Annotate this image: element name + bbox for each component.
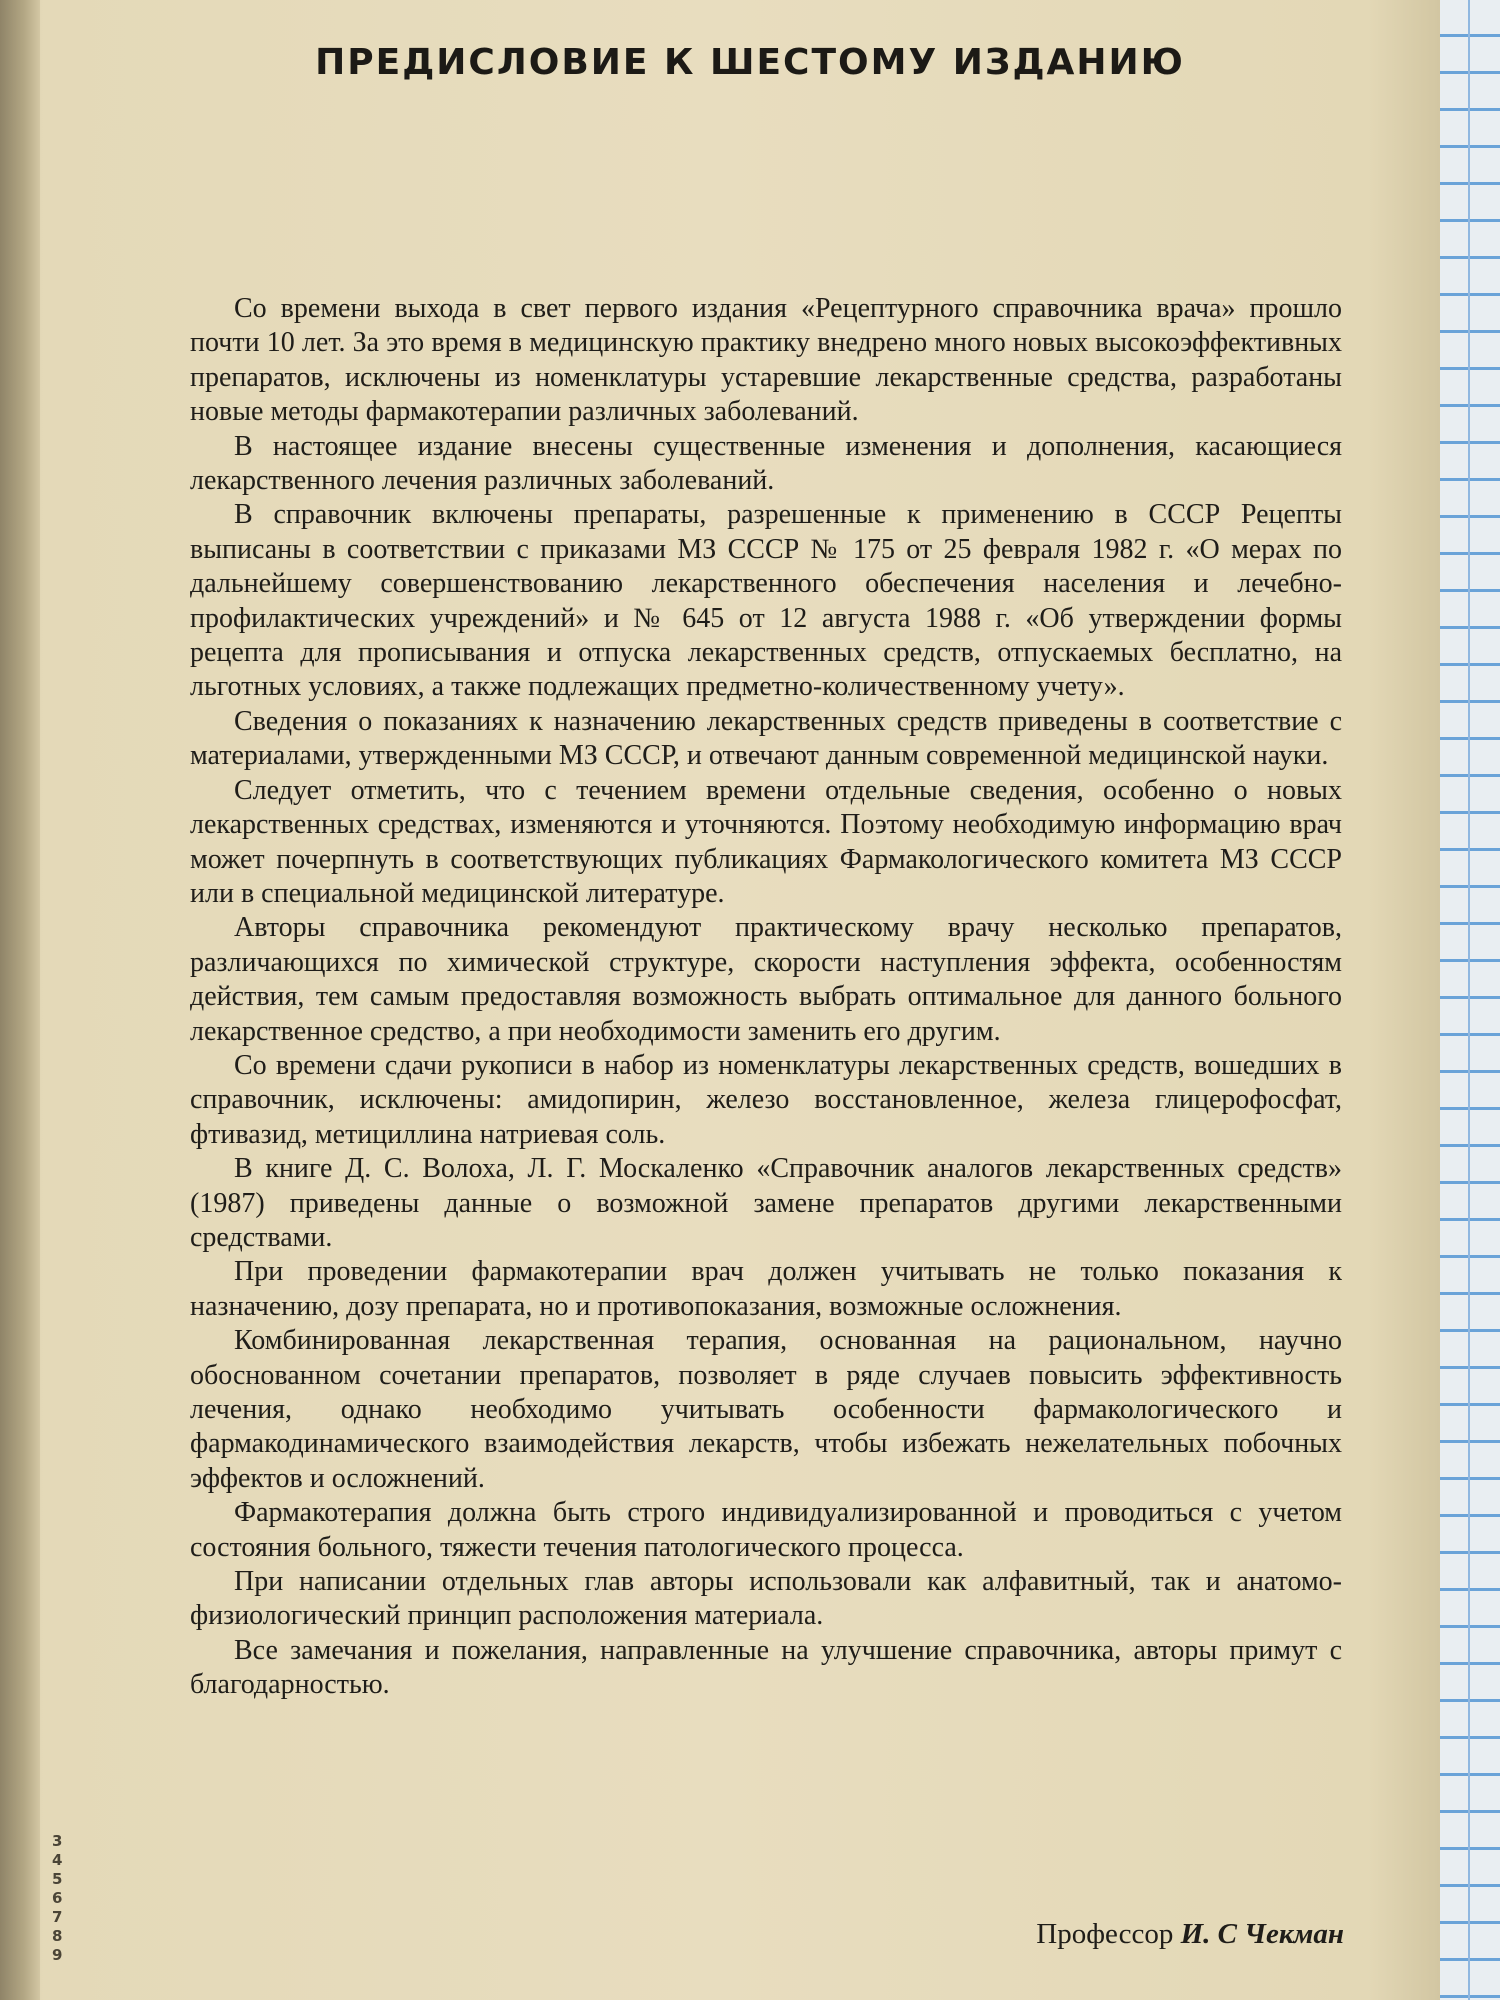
paragraph: В книге Д. С. Волоха, Л. Г. Москаленко «Справочник аналогов лекарственных средств» (1987) приведены данные о возможной замене препаратов другими лекарственными средствами.	[190, 1153, 1342, 1253]
print-number: 7	[52, 1908, 63, 1926]
signature-role: Профессор	[1036, 1918, 1174, 1950]
print-number: 6	[52, 1889, 63, 1907]
paragraph: Фармакотерапия должна быть строго индивидуализированной и проводиться с учетом состояния больного, тяжести течения патологического процесса.	[190, 1497, 1342, 1563]
print-run-numbers	[52, 1832, 76, 1965]
paragraph: Со времени выхода в свет первого издания «Рецептурного справочника врача» прошло почти 10 лет. За это время в медицинскую практику внедрено много новых высокоэффективных препаратов, исключены из номенклатуры устаревшие лекарственные средства, разработаны новые методы фармакотерапии различных заболеваний.	[190, 293, 1342, 428]
preface-body	[190, 292, 1342, 1703]
paragraph: В справочник включены препараты, разрешенные к применению в СССР Рецепты выписаны в соответствии с приказами МЗ СССР № 175 от 25 февраля 1982 г. «О мерах по дальнейшему совершенствованию лекарственного обеспечения населения и лечебно-профилактических учреждений» и № 645 от 12 августа 1988 г. «Об утверждении формы рецепта для прописывания и отпуска лекарственных средств, отпускаемых бесплатно, на льготных условиях, а также подлежащих предметно-количественному учету».	[190, 499, 1342, 703]
page-title: ПРЕДИСЛОВИЕ К ШЕСТОМУ ИЗДАНИЮ	[315, 42, 1185, 83]
paragraph: Со времени сдачи рукописи в набор из номенклатуры лекарственных средств, вошедших в справочник, исключены: амидопирин, железо восстановленное, железа глицерофосфат, фтивазид, метициллина натриевая соль.	[190, 1049, 1342, 1150]
paragraph: При проведении фармакотерапии врач должен учитывать не только показания к назначению, дозу препарата, но и противопоказания, возможные осложнения.	[190, 1256, 1342, 1322]
notebook-paper-edge	[1440, 0, 1500, 2000]
paragraph: Авторы справочника рекомендуют практическому врачу несколько препаратов, различающихся по химической структуре, скорости наступления эффекта, особенностям действия, тем самым предоставляя возможность выбрать оптимальное для данного больного лекарственное средство, а при необходимости заменить его другим.	[190, 912, 1342, 1047]
paragraph: Следует отметить, что с течением времени отдельные сведения, особенно о новых лекарственных средствах, изменяются и уточняются. Поэтому необходимую информацию врач может почерпнуть в соответствующих публикациях Фармакологического комитета МЗ СССР или в специальной медицинской литературе.	[190, 774, 1342, 909]
print-number: 5	[52, 1870, 63, 1888]
signature	[900, 1918, 1344, 1951]
paragraph: В настоящее издание внесены существенные изменения и дополнения, касающиеся лекарственного лечения различных заболеваний.	[190, 430, 1342, 497]
notebook-margin-line	[1468, 0, 1470, 2000]
paragraph: Комбинированная лекарственная терапия, основанная на рациональном, научно обоснованном сочетании препаратов, позволяет в ряде случаев повысить эффективность лечения, однако необходимо учитывать особенности фармакологического и фармакодинамического взаимодействия лекарств, чтобы избежать нежелательных побочных эффектов и осложнений.	[190, 1325, 1342, 1494]
print-number: 3	[52, 1832, 63, 1850]
print-number: 4	[52, 1851, 63, 1869]
book-gutter	[0, 0, 40, 2000]
paragraph: Все замечания и пожелания, направленные на улучшение справочника, авторы примут с благодарностью.	[190, 1634, 1342, 1701]
print-number: 8	[52, 1927, 63, 1945]
paragraph: При написании отдельных глав авторы использовали как алфавитный, так и анатомо-физиологический принцип расположения материала.	[190, 1566, 1342, 1632]
paragraph: Сведения о показаниях к назначению лекарственных средств приведены в соответствие с материалами, утвержденными МЗ СССР, и отвечают данным современной медицинской науки.	[190, 705, 1342, 772]
signature-name: И. С Чекман	[1180, 1918, 1344, 1950]
print-number: 9	[52, 1946, 63, 1964]
